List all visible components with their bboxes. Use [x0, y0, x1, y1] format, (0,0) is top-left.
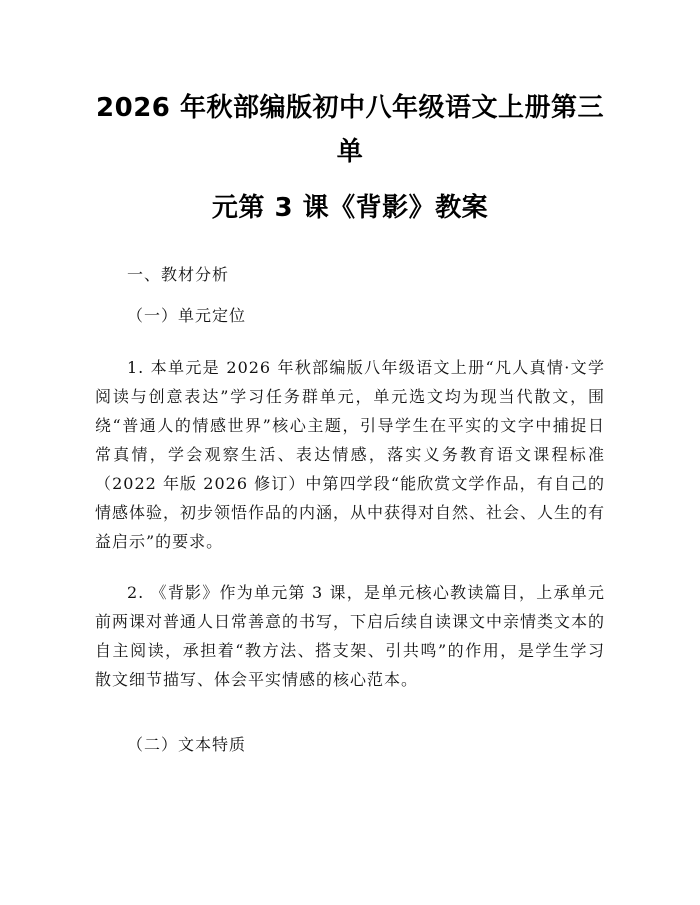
- paragraph-unit-description: 1. 本单元是 2026 年秋部编版八年级语文上册“凡人真情·文学阅读与创意表达”学习任务群单元，单元选文均为现当代散文，围绕“普通人的情感世界”核心主题，引导学生在平实的文字中捕捉日常真情，学会观察生活、表达情感，落实义务教育语文课程标准（2022 年版 2026 修订）中第四学段“能欣赏文学作品，有自己的情感体验，初步领悟作品的内涵，从中获得对自然、社会、人生的有益启示”的要求。: [95, 358, 606, 551]
- paragraph-lesson-role: 2. 《背影》作为单元第 3 课，是单元核心教读篇目，上承单元前两课对普通人日常善意的书写，下启后续自读课文中亲情类文本的自主阅读，承担着“教方法、搭支架、引共鸣”的作用，是学生学习散文细节描写、体会平实情感的核心范本。: [95, 583, 606, 689]
- document-title: [95, 86, 605, 230]
- document-title-line-1: 2026 年秋部编版初中八年级语文上册第三单: [96, 93, 604, 167]
- subsection-heading-text-features: （二）文本特质: [127, 735, 247, 754]
- section-heading-textbook-analysis: 一、教材分析: [127, 265, 230, 284]
- document-title-line-2: 元第 3 课《背影》教案: [211, 193, 489, 223]
- subsection-heading-unit-positioning: （一）单元定位: [127, 306, 247, 325]
